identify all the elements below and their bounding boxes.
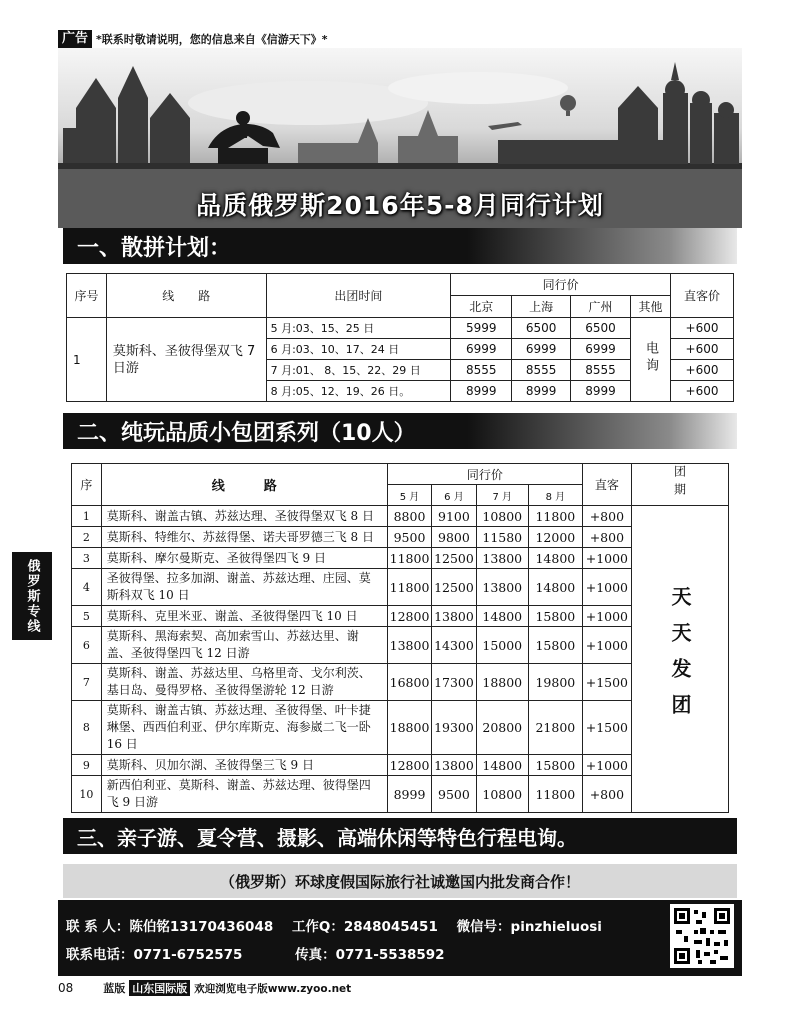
row-seq: 9 <box>72 755 102 776</box>
route-name: 莫斯科、谢盖古镇、苏兹达理、圣彼得堡双飞 8 日 <box>101 506 387 527</box>
price-direct: +1500 <box>582 701 631 755</box>
price-june: 9800 <box>432 527 476 548</box>
row-seq: 5 <box>72 606 102 627</box>
price-shanghai: 8555 <box>512 360 571 381</box>
price-other <box>631 318 671 402</box>
period-label: 团期 <box>672 465 687 501</box>
price-shanghai: 6999 <box>512 339 571 360</box>
price-direct: +800 <box>582 506 631 527</box>
price-august: 15800 <box>528 755 582 776</box>
qr-code-icon <box>670 904 734 968</box>
work-qq: 工作Q：2848045451 <box>291 919 438 935</box>
row-seq: 1 <box>67 318 107 402</box>
price-beijing: 6999 <box>451 339 512 360</box>
edition-label: 蓝版 <box>103 982 126 995</box>
ad-header <box>58 30 328 48</box>
price-may: 11800 <box>387 548 431 569</box>
price-guangzhou: 6500 <box>571 318 631 339</box>
table-row <box>72 701 729 755</box>
price-may: 18800 <box>387 701 431 755</box>
price-july: 10800 <box>476 776 528 813</box>
row-seq: 8 <box>72 701 102 755</box>
price-june: 17300 <box>432 664 476 701</box>
edition-name: 山东国际版 <box>129 980 190 996</box>
col-header-beijing: 北京 <box>451 296 512 318</box>
price-shanghai: 6500 <box>512 318 571 339</box>
departure-dates: 8 月:05、12、19、26 日。 <box>266 381 451 402</box>
price-june: 13800 <box>432 606 476 627</box>
price-guangzhou: 8999 <box>571 381 631 402</box>
table-row <box>72 664 729 701</box>
price-july: 10800 <box>476 506 528 527</box>
col-header-july: 7 月 <box>476 485 528 506</box>
price-may: 9500 <box>387 527 431 548</box>
contact-fax: 传真：0771-5538592 <box>295 947 445 963</box>
col-header-seq: 序号 <box>67 274 107 318</box>
col-header-dates: 出团时间 <box>266 274 451 318</box>
row-seq: 1 <box>72 506 102 527</box>
price-august: 14800 <box>528 569 582 606</box>
table-row <box>72 627 729 664</box>
col-header-period <box>631 464 728 506</box>
price-july: 20800 <box>476 701 528 755</box>
price-july: 15000 <box>476 627 528 664</box>
daily-departure <box>631 506 728 813</box>
col-header-may: 5 月 <box>387 485 431 506</box>
route-name: 莫斯科、谢盖、苏兹达里、乌格里奇、戈尔利茨、基日岛、曼得罗格、圣彼得堡游轮 12 日游 <box>101 664 387 701</box>
price-direct: +1000 <box>582 755 631 776</box>
contact-phone: 联系电话：0771-6752575 <box>66 947 243 963</box>
route-name: 莫斯科、特维尔、苏兹得堡、诺夫哥罗德三飞 8 日 <box>101 527 387 548</box>
table-row <box>67 318 734 339</box>
col-header-seq: 序 <box>72 464 102 506</box>
price-beijing: 8999 <box>451 381 512 402</box>
row-seq: 4 <box>72 569 102 606</box>
col-header-direct: 直客价 <box>671 274 734 318</box>
col-header-price: 同行价 <box>451 274 671 296</box>
daily-departure-text: 天天发团 <box>667 585 692 730</box>
contact-line-1 <box>66 915 616 935</box>
price-july: 11580 <box>476 527 528 548</box>
price-july: 18800 <box>476 664 528 701</box>
price-august: 15800 <box>528 627 582 664</box>
price-june: 19300 <box>432 701 476 755</box>
row-seq: 3 <box>72 548 102 569</box>
price-august: 11800 <box>528 506 582 527</box>
price-june: 13800 <box>432 755 476 776</box>
price-direct: +800 <box>582 776 631 813</box>
banner <box>58 48 742 228</box>
price-beijing: 5999 <box>451 318 512 339</box>
price-may: 11800 <box>387 569 431 606</box>
route-name: 莫斯科、圣彼得堡双飞 7日游 <box>106 318 266 402</box>
price-direct: +1000 <box>582 627 631 664</box>
price-beijing: 8555 <box>451 360 512 381</box>
page-number: 08 <box>58 981 74 995</box>
route-name: 莫斯科、黑海索契、高加索雪山、苏兹达里、谢盖、圣彼得堡四飞 12 日游 <box>101 627 387 664</box>
price-direct: +1000 <box>582 606 631 627</box>
section2-heading: 二、纯玩品质小包团系列（10人） <box>63 413 737 449</box>
section1-heading: 一、散拼计划： <box>63 228 737 264</box>
price-july: 13800 <box>476 569 528 606</box>
price-july: 14800 <box>476 755 528 776</box>
contact-box <box>58 900 742 976</box>
ad-source-note: *联系时敬请说明，您的信息来自《信游天下》* <box>96 33 328 46</box>
price-direct: +1000 <box>582 569 631 606</box>
row-seq: 6 <box>72 627 102 664</box>
price-may: 8800 <box>387 506 431 527</box>
partner-invitation: （俄罗斯）环球度假国际旅行社诚邀国内批发商合作！ <box>63 864 737 898</box>
price-august: 11800 <box>528 776 582 813</box>
table-row <box>72 527 729 548</box>
price-direct: +600 <box>671 360 734 381</box>
price-shanghai: 8999 <box>512 381 571 402</box>
row-seq: 10 <box>72 776 102 813</box>
table-row <box>72 548 729 569</box>
price-june: 12500 <box>432 569 476 606</box>
table-row <box>72 776 729 813</box>
ebook-link[interactable]: 欢迎浏览电子版www.zyoo.net <box>194 982 352 995</box>
price-may: 8999 <box>387 776 431 813</box>
route-name: 莫斯科、克里米亚、谢盖、圣彼得堡四飞 10 日 <box>101 606 387 627</box>
price-july: 14800 <box>476 606 528 627</box>
price-july: 13800 <box>476 548 528 569</box>
table-row <box>72 755 729 776</box>
price-direct: +1500 <box>582 664 631 701</box>
col-header-shanghai: 上海 <box>512 296 571 318</box>
price-guangzhou: 8555 <box>571 360 631 381</box>
price-june: 14300 <box>432 627 476 664</box>
page-footer <box>58 980 351 996</box>
wechat-id: 微信号：pinzhieluosi <box>456 919 602 935</box>
price-august: 21800 <box>528 701 582 755</box>
other-inquiry: 电询 <box>643 341 658 375</box>
col-header-june: 6 月 <box>432 485 476 506</box>
col-header-other: 其他 <box>631 296 671 318</box>
price-direct: +600 <box>671 339 734 360</box>
side-category-tab: 俄罗斯专线 <box>12 552 52 640</box>
row-seq: 2 <box>72 527 102 548</box>
price-direct: +800 <box>582 527 631 548</box>
price-may: 16800 <box>387 664 431 701</box>
price-june: 9500 <box>432 776 476 813</box>
price-may: 12800 <box>387 606 431 627</box>
route-name: 莫斯科、谢盖古镇、苏兹达理、圣彼得堡、叶卡捷琳堡、西西伯利亚、伊尔库斯克、海参崴二飞一卧 16 日 <box>101 701 387 755</box>
route-name: 圣彼得堡、拉多加湖、谢盖、苏兹达理、庄园、莫斯科双飞 10 日 <box>101 569 387 606</box>
price-august: 19800 <box>528 664 582 701</box>
price-guangzhou: 6999 <box>571 339 631 360</box>
departure-dates: 5 月:03、15、25 日 <box>266 318 451 339</box>
price-august: 12000 <box>528 527 582 548</box>
col-header-route: 线 路 <box>106 274 266 318</box>
small-group-table <box>71 463 729 813</box>
section3-heading: 三、亲子游、夏令营、摄影、高端休闲等特色行程电询。 <box>63 818 737 854</box>
col-header-guangzhou: 广州 <box>571 296 631 318</box>
ad-label: 广告 <box>58 30 92 48</box>
price-direct: +1000 <box>582 548 631 569</box>
departure-dates: 7 月:01、 8、15、22、29 日 <box>266 360 451 381</box>
price-direct: +600 <box>671 318 734 339</box>
table-row <box>72 606 729 627</box>
contact-line-2 <box>66 943 459 963</box>
group-tour-table <box>66 273 734 402</box>
departure-dates: 6 月:03、10、17、24 日 <box>266 339 451 360</box>
col-header-direct: 直客 <box>582 464 631 506</box>
route-name: 新西伯利亚、莫斯科、谢盖、苏兹达理、彼得堡四飞 9 日游 <box>101 776 387 813</box>
price-may: 12800 <box>387 755 431 776</box>
row-seq: 7 <box>72 664 102 701</box>
table-row <box>72 569 729 606</box>
price-august: 15800 <box>528 606 582 627</box>
banner-title: 品质俄罗斯2016年5-8月同行计划 <box>196 191 604 220</box>
price-june: 12500 <box>432 548 476 569</box>
col-header-price: 同行价 <box>387 464 582 485</box>
contact-person: 联 系 人：陈伯铭13170436048 <box>66 919 274 935</box>
col-header-route: 线 路 <box>101 464 387 506</box>
price-june: 9100 <box>432 506 476 527</box>
price-august: 14800 <box>528 548 582 569</box>
price-direct: +600 <box>671 381 734 402</box>
route-name: 莫斯科、贝加尔湖、圣彼得堡三飞 9 日 <box>101 755 387 776</box>
table-row <box>72 506 729 527</box>
route-name: 莫斯科、摩尔曼斯克、圣彼得堡四飞 9 日 <box>101 548 387 569</box>
col-header-august: 8 月 <box>528 485 582 506</box>
price-may: 13800 <box>387 627 431 664</box>
